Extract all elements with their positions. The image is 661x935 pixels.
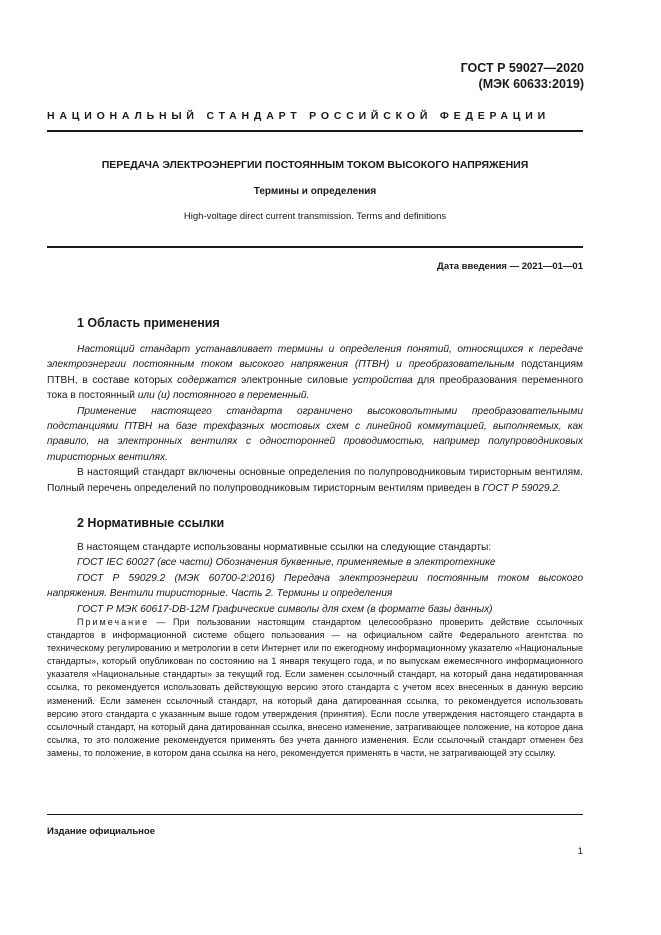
- p1-part-b: преобразовательным: [408, 359, 515, 371]
- p3-part-b: ГОСТ Р 59029.2.: [482, 482, 561, 494]
- section-2-body: [47, 540, 583, 617]
- official-edition-label: Издание официальное: [47, 826, 155, 837]
- p1-part-a: Настоящий стандарт устанавливает термины и определения понятий, относящихся к передаче электроэнергии постоянным током высокого напряжения (ПТВН) и: [47, 344, 583, 371]
- note-label: Примечание: [77, 617, 150, 627]
- references-note: [47, 616, 583, 760]
- p2-text: Применение настоящего стандарта ограничено высоковольтными преобразовательными подстанциями ПТВН на базе трехфазных мостовых схем с линейной коммутацией, выполняемых, как правило, на электронных вентилях с односторонней проводимостью, например полупроводниковых тиристорных вентилях.: [47, 405, 583, 463]
- section-2-heading: 2 Нормативные ссылки: [77, 516, 225, 530]
- p1-part-h: или (и) постоянного в переменный.: [137, 390, 310, 402]
- document-title: ПЕРЕДАЧА ЭЛЕКТРОЭНЕРГИИ ПОСТОЯННЫМ ТОКОМ ВЫСОКОГО НАПРЯЖЕНИЯ: [101, 159, 529, 171]
- national-standard-banner: НАЦИОНАЛЬНЫЙ СТАНДАРТ РОССИЙСКОЙ ФЕДЕРАЦИИ: [47, 110, 550, 122]
- section-1-paragraph-1: [47, 342, 583, 404]
- introduction-date: Дата введения — 2021—01—01: [437, 261, 583, 272]
- p3-part-a: В настоящий стандарт включены основные определения по полупроводниковым тиристорным вентилям. Полный перечень определений по полупроводниковым тиристорным вентилям приведен в: [47, 467, 583, 494]
- section-1-heading: 1 Область применения: [77, 316, 220, 330]
- p1-part-g: для преобразования переменного тока в постоянный: [47, 374, 583, 402]
- reference-2: [47, 571, 583, 602]
- p1-part-f: устройства: [352, 374, 413, 386]
- section-1-body: [47, 342, 583, 496]
- footer-rule: [47, 814, 583, 815]
- p1-part-e: электронные силовые: [236, 374, 353, 386]
- reference-3-text: ГОСТ Р МЭК 60617-DB-12M Графические символы для схем (в формате базы данных): [77, 603, 493, 615]
- english-title: High-voltage direct current transmission. Terms and definitions: [183, 211, 447, 222]
- standard-number: ГОСТ Р 59027—2020: [460, 61, 584, 75]
- header-rule: [47, 130, 583, 132]
- section-1-paragraph-2: [47, 404, 583, 466]
- standard-number-block: [461, 60, 584, 92]
- title-rule: [47, 246, 583, 248]
- document-subtitle: Термины и определения: [253, 186, 377, 197]
- section-1-paragraph-3: [47, 465, 583, 496]
- references-intro: В настоящем стандарте использованы нормативные ссылки на следующие стандарты:: [77, 542, 492, 553]
- page-number: 1: [577, 846, 583, 857]
- iec-number: (МЭК 60633:2019): [478, 77, 584, 91]
- reference-1: [47, 555, 583, 570]
- p1-part-d: содержатся: [177, 374, 237, 386]
- reference-3: [47, 602, 583, 617]
- reference-2-text: ГОСТ Р 59029.2 (МЭК 60700-2:2016) Передача электроэнергии постоянным током высокого напряжения. Вентили тиристорные. Часть 2. Термины и определения: [47, 572, 583, 600]
- reference-1-text: ГОСТ IEC 60027 (все части) Обозначения буквенные, применяемые в электротехнике: [77, 557, 496, 569]
- p1-part-c: подстанциям ПТВН, в составе которых: [47, 359, 584, 386]
- note-text: — При пользовании настоящим стандартом целесообразно проверить действие ссылочных стандартов в информационной системе общего пользования — на официальном сайте Федерального агентства по техническому регулированию и метрологии в сети Интернет или по ежегодному информационному указателю «Национальные стандарты», который опубликован по состоянию на 1 января текущего года, и по выпускам ежемесячного информационного указателя «Национальные стандарты» за текущий год. Если заменен ссылочный стандарт, на который дана недатированная ссылка, то рекомендуется использовать действующую версию этого стандарта с учетом всех внесенных в данную версию изменений. Если заменен ссылочный стандарт, на который дана датированная ссылка, то рекомендуется использовать версию этого стандарта с указанным выше годом утверждения (принятия). Если после утверждения настоящего стандарта в ссылочный стандарт, на который дана датированная ссылка, внесено изменение, затрагивающее положение, на которое дана ссылка, то это положение рекомендуется применять без учета данного изменения. Если ссылочный стандарт отменен без замены, то положение, в котором дана ссылка на него, рекомендуется применять в части, не затрагивающей эту ссылку.: [47, 617, 583, 758]
